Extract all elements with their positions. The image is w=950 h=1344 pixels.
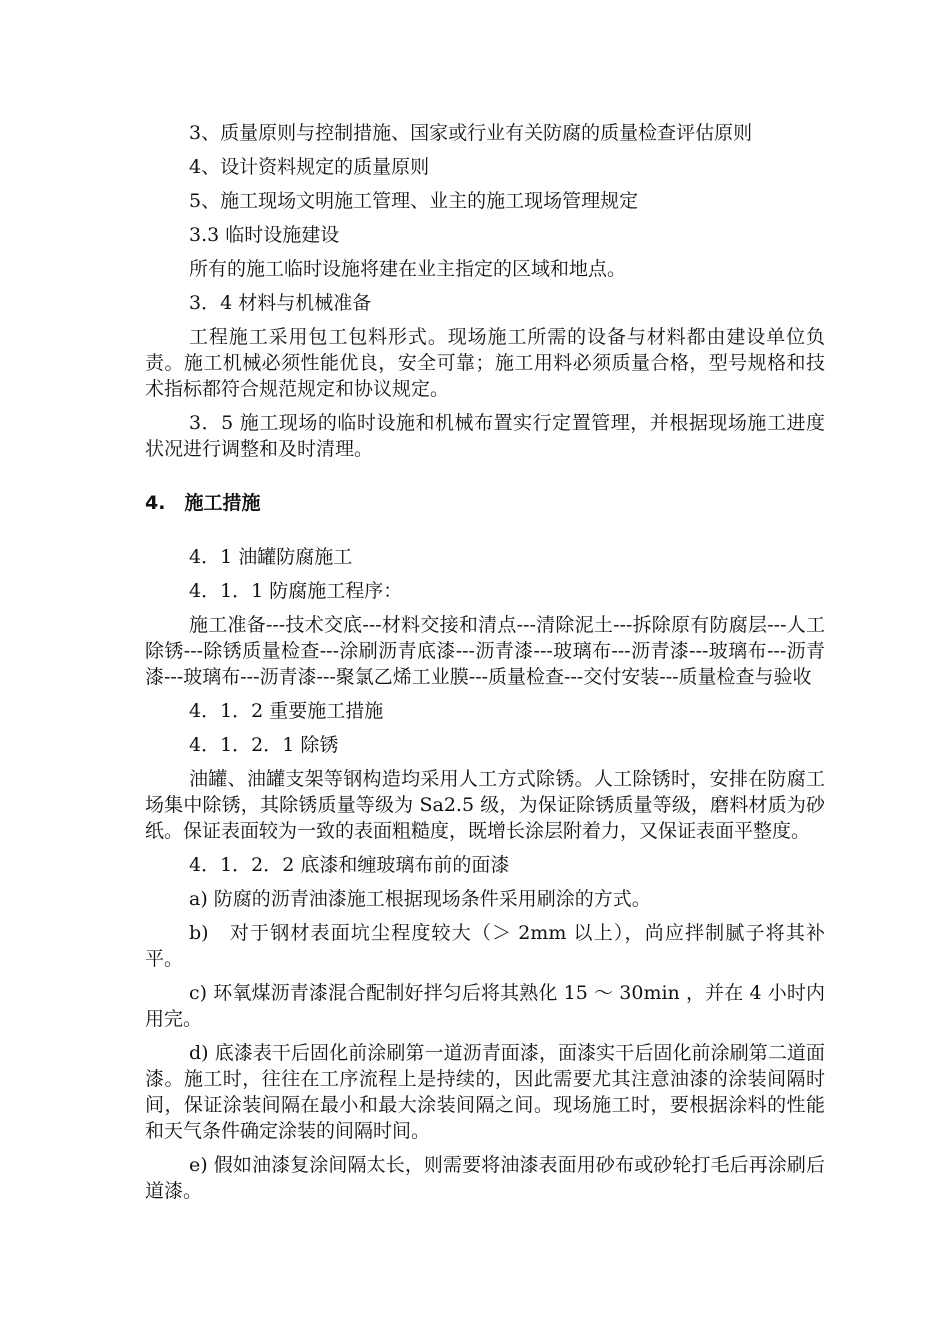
subsection-title: 3．4 材料与机械准备 (189, 292, 372, 314)
subsection-title: 4．1．1 防腐施工程序： (189, 580, 403, 602)
list-item: b) 对于钢材表面坑尘程度较大（＞ 2mm 以上），尚应拌制腻子将其补平。 (145, 922, 825, 970)
list-item: c) 环氧煤沥青漆混合配制好拌匀后将其熟化 15 ～ 30min ，并在 4 小时内用完。 (145, 982, 825, 1030)
subsection-title: 4．1．2．1 除锈 (189, 734, 339, 756)
subsection-title: 4．1．2．2 底漆和缠玻璃布前的面漆 (189, 854, 510, 876)
paragraph: 3．5 施工现场的临时设施和机械布置实行定置管理，并根据现场施工进度状况进行调整和及时清理。 (145, 412, 825, 460)
paragraph: 4、设计资料规定的质量原则 (189, 156, 430, 178)
subsection-title: 4．1．2 重要施工措施 (189, 700, 384, 722)
list-item: e) 假如油漆复涂间隔太长，则需要将油漆表面用砂布或砂轮打毛后再涂刷后道漆。 (145, 1154, 825, 1202)
subsection-title: 4．1 油罐防腐施工 (189, 546, 353, 568)
paragraph: 所有的施工临时设施将建在业主指定的区域和地点。 (189, 258, 627, 280)
list-item: a) 防腐的沥青油漆施工根据现场条件采用刷涂的方式。 (189, 888, 651, 910)
paragraph: 5、施工现场文明施工管理、业主的施工现场管理规定 (189, 190, 639, 212)
list-item: d) 底漆表干后固化前涂刷第一道沥青面漆，面漆实干后固化前涂刷第二道面漆。施工时，往往在工序流程上是持续的，因此需要尤其注意油漆的涂装间隔时间，保证涂装间隔在最小和最大涂装间隔之间。现场施工时，要根据涂料的性能和天气条件确定涂装的间隔时间。 (145, 1042, 825, 1142)
paragraph: 油罐、油罐支架等钢构造均采用人工方式除锈。人工除锈时，安排在防腐工场集中除锈，其除锈质量等级为 Sa2.5 级，为保证除锈质量等级，磨料材质为砂纸。保证表面较为一致的表面粗糙度，既增长涂层附着力，又保证表面平整度。 (145, 768, 825, 842)
section-heading: 4. 施工措施 (145, 492, 261, 514)
document-page (145, 120, 825, 1212)
subsection-title: 3.3 临时设施建设 (189, 224, 340, 246)
paragraph: 施工准备---技术交底---材料交接和清点---清除泥土---拆除原有防腐层---人工除锈---除锈质量检查---涂刷沥青底漆---沥青漆---玻璃布---沥青漆---玻璃布---沥青漆---玻璃布---沥青漆---聚氯乙烯工业膜---质量检查---交付安装---质量检查与验收 (145, 614, 825, 688)
paragraph: 工程施工采用包工包料形式。现场施工所需的设备与材料都由建设单位负责。施工机械必须性能优良，安全可靠；施工用料必须质量合格，型号规格和技术指标都符合规范规定和协议规定。 (145, 326, 825, 400)
paragraph: 3、质量原则与控制措施、国家或行业有关防腐的质量检查评估原则 (189, 122, 753, 144)
